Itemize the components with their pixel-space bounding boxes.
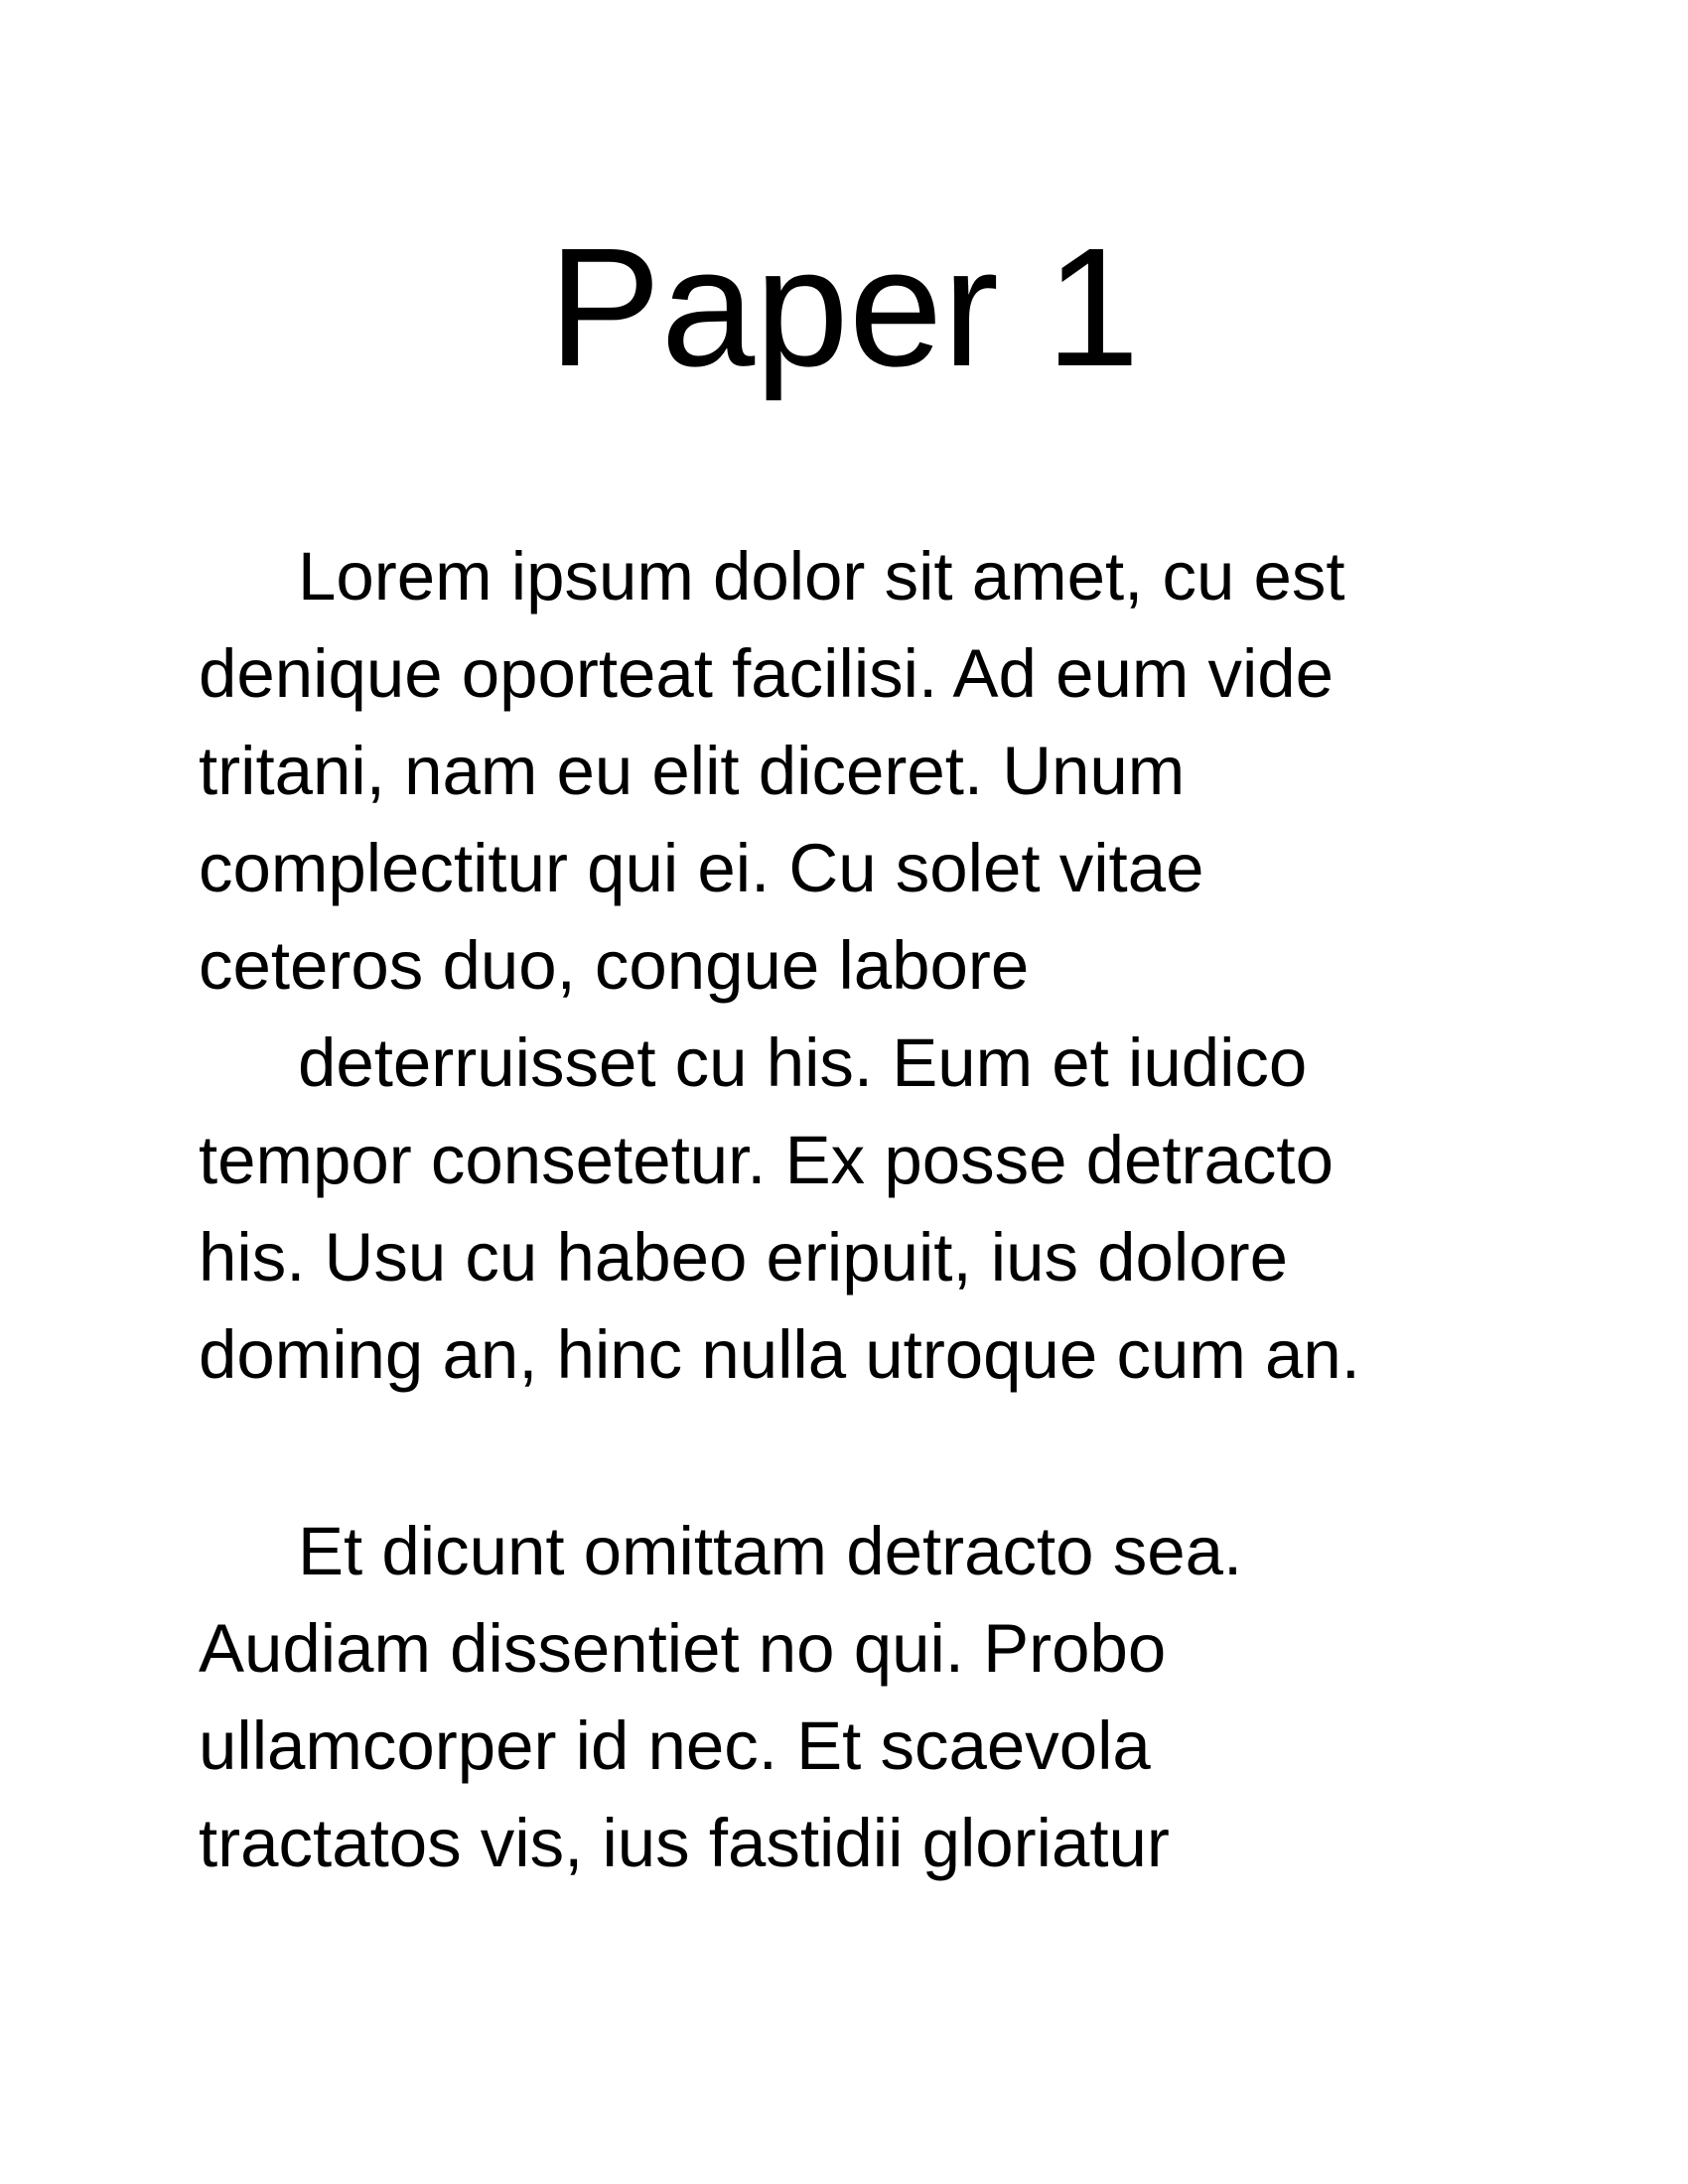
- paragraph-1: [199, 528, 1509, 1404]
- text-line: denique oporteat facilisi. Ad eum vide: [199, 635, 1335, 712]
- text-line: Et dicunt omittam detracto sea.: [298, 1513, 1243, 1589]
- text-line: complectitur qui ei. Cu solet vitae: [199, 830, 1204, 906]
- text-line: doming an, hinc nulla utroque cum an.: [199, 1316, 1360, 1393]
- text-line: ullamcorper id nec. Et scaevola: [199, 1707, 1151, 1784]
- text-line: Audiam dissentiet no qui. Probo: [199, 1610, 1167, 1687]
- text-line: Lorem ipsum dolor sit amet, cu est: [298, 538, 1345, 614]
- text-line: ceteros duo, congue labore: [199, 927, 1030, 1004]
- paragraph-2: [199, 1503, 1509, 1892]
- text-line: tempor consetetur. Ex posse detracto: [199, 1122, 1334, 1198]
- page-title: Paper 1: [548, 213, 1140, 402]
- text-line: his. Usu cu habeo eripuit, ius dolore: [199, 1219, 1288, 1296]
- text-line: deterruisset cu his. Eum et iudico: [298, 1024, 1308, 1101]
- text-line: tritani, nam eu elit diceret. Unum: [199, 733, 1186, 809]
- text-line: tractatos vis, ius fastidii gloriatur: [199, 1805, 1170, 1881]
